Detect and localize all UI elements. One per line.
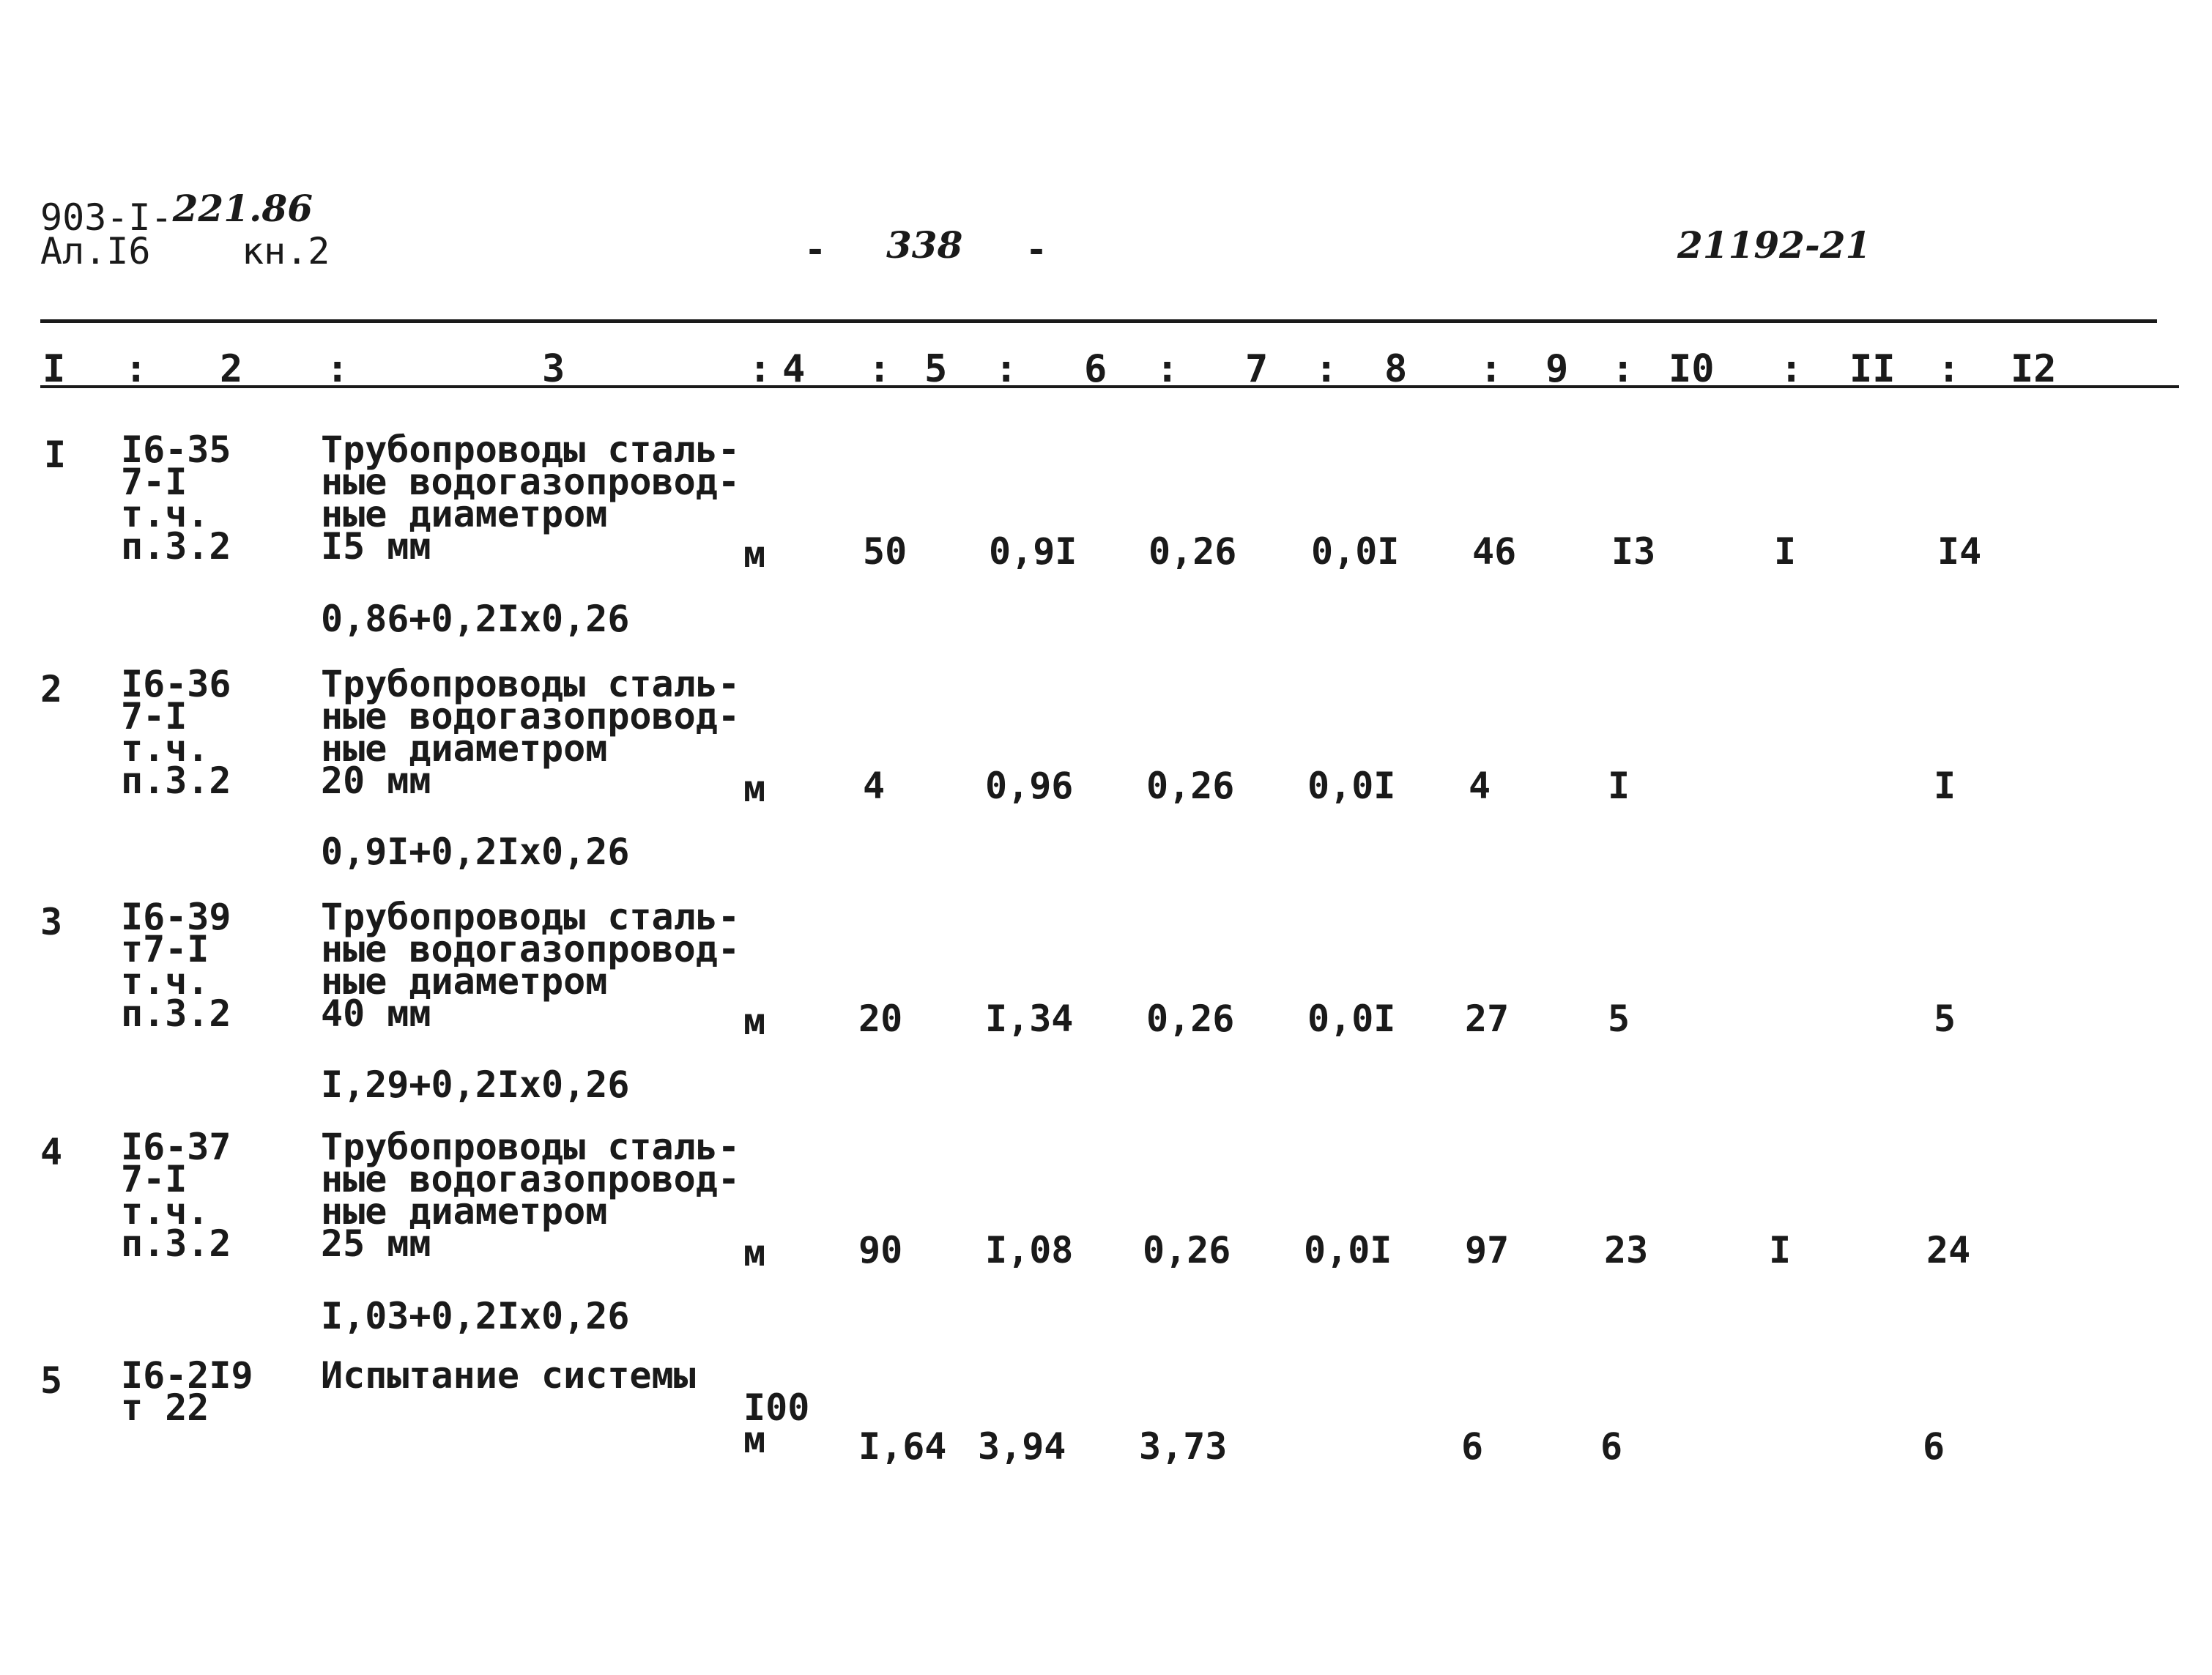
col-11-header: II xyxy=(1849,347,1896,391)
row-number: 4 xyxy=(40,1131,63,1173)
col-9-header: 9 xyxy=(1545,347,1569,391)
col-9-value: 4 xyxy=(1469,765,1491,807)
col-7-value: 3,73 xyxy=(1139,1425,1228,1468)
col-9-value: 97 xyxy=(1465,1229,1510,1271)
cost-formula: 0,9I+0,2Iх0,26 xyxy=(321,831,630,873)
col-12-value: 5 xyxy=(1934,998,1956,1040)
work-description: Трубопроводы сталь- ные водогазопровод- ные диаметром I5 мм xyxy=(321,428,740,568)
col-8-value: 0,0I xyxy=(1311,530,1400,573)
row-number: 3 xyxy=(40,901,63,943)
col-10-header: I0 xyxy=(1669,347,1715,391)
col-sep: : xyxy=(1937,347,1961,391)
col-4-header: 4 xyxy=(782,347,806,391)
col-7-value: 0,26 xyxy=(1146,765,1235,807)
col-sep: : xyxy=(868,347,891,391)
cost-formula: I,29+0,2Iх0,26 xyxy=(321,1063,630,1106)
page-number: 338 xyxy=(886,223,963,267)
rate-code: I6-36 7-I т.ч. п.3.2 xyxy=(121,663,231,802)
quantity: 20 xyxy=(858,998,903,1040)
unit: м xyxy=(743,768,766,810)
rate-code: I6-39 т7-I т.ч. п.3.2 xyxy=(121,896,231,1035)
row-number: 2 xyxy=(40,668,63,710)
col-6-header: 6 xyxy=(1084,347,1107,391)
col-9-value: 6 xyxy=(1461,1425,1484,1468)
col-9-value: 46 xyxy=(1472,530,1517,573)
col-12-value: I4 xyxy=(1937,530,1982,573)
album-label: Ал.I6 xyxy=(40,230,151,272)
col-12-value: I xyxy=(1934,765,1956,807)
col-10-value: 23 xyxy=(1604,1229,1649,1271)
col-12-header: I2 xyxy=(2011,347,2057,391)
col-10-value: 5 xyxy=(1608,998,1630,1040)
unit: м xyxy=(743,533,766,576)
col-8-header: 8 xyxy=(1384,347,1408,391)
work-description: Трубопроводы сталь- ные водогазопровод- ные диаметром 25 мм xyxy=(321,1126,740,1265)
col-11-value: I xyxy=(1769,1229,1792,1271)
doc-code-prefix: 903-I- xyxy=(40,196,173,239)
col-sep: : xyxy=(995,347,1018,391)
col-6-value: 3,94 xyxy=(978,1425,1066,1468)
rate-code: I6-37 7-I т.ч. п.3.2 xyxy=(121,1126,231,1265)
col-sep: : xyxy=(125,347,148,391)
page-dash-right: - xyxy=(1025,229,1048,271)
col-10-value: I3 xyxy=(1611,530,1656,573)
rate-code: I6-35 7-I т.ч. п.3.2 xyxy=(121,428,231,568)
col-10-value: I xyxy=(1608,765,1630,807)
work-description: Трубопроводы сталь- ные водогазопровод- ные диаметром 20 мм xyxy=(321,663,740,802)
col-8-value: 0,0I xyxy=(1307,998,1396,1040)
col-6-value: 0,96 xyxy=(985,765,1074,807)
unit: I00 м xyxy=(743,1386,810,1461)
unit: м xyxy=(743,1000,766,1043)
col-2-header: 2 xyxy=(220,347,243,391)
col-12-value: 24 xyxy=(1926,1229,1971,1271)
row-number: I xyxy=(44,434,67,476)
col-6-value: I,08 xyxy=(985,1229,1074,1271)
col-3-header: 3 xyxy=(542,347,565,391)
quantity: 4 xyxy=(863,765,886,807)
cost-formula: I,03+0,2Iх0,26 xyxy=(321,1295,630,1337)
col-8-value: 0,0I xyxy=(1307,765,1396,807)
col-7-value: 0,26 xyxy=(1143,1229,1231,1271)
rate-code: I6-2I9 т 22 xyxy=(121,1354,253,1429)
col-10-value: 6 xyxy=(1600,1425,1623,1468)
col-sep: : xyxy=(326,347,349,391)
col-sep: : xyxy=(1611,347,1635,391)
quantity: 90 xyxy=(858,1229,903,1271)
col-9-value: 27 xyxy=(1465,998,1510,1040)
col-5-header: 5 xyxy=(924,347,948,391)
col-12-value: 6 xyxy=(1923,1425,1945,1468)
col-1-header: I xyxy=(42,347,66,391)
document-reference: 21192-21 xyxy=(1677,223,1871,267)
col-sep: : xyxy=(1156,347,1179,391)
col-8-value: 0,0I xyxy=(1304,1229,1392,1271)
work-description: Трубопроводы сталь- ные водогазопровод- ные диаметром 40 мм xyxy=(321,896,740,1035)
quantity: I,64 xyxy=(858,1425,947,1468)
page-dash-left: - xyxy=(804,229,827,271)
col-7-header: 7 xyxy=(1245,347,1269,391)
col-6-value: 0,9I xyxy=(989,530,1077,573)
top-rule xyxy=(40,319,2157,323)
quantity: 50 xyxy=(863,530,908,573)
col-7-value: 0,26 xyxy=(1146,998,1235,1040)
col-6-value: I,34 xyxy=(985,998,1074,1040)
cost-formula: 0,86+0,2Iх0,26 xyxy=(321,598,630,640)
doc-code-handwritten: 221.86 xyxy=(172,187,313,230)
col-sep: : xyxy=(1780,347,1803,391)
col-sep: : xyxy=(749,347,772,391)
work-description: Испытание системы xyxy=(321,1354,696,1397)
unit: м xyxy=(743,1232,766,1274)
col-7-value: 0,26 xyxy=(1148,530,1237,573)
row-number: 5 xyxy=(40,1359,63,1402)
col-sep: : xyxy=(1315,347,1338,391)
col-11-value: I xyxy=(1774,530,1797,573)
book-label: кн.2 xyxy=(242,230,330,272)
col-sep: : xyxy=(1480,347,1503,391)
